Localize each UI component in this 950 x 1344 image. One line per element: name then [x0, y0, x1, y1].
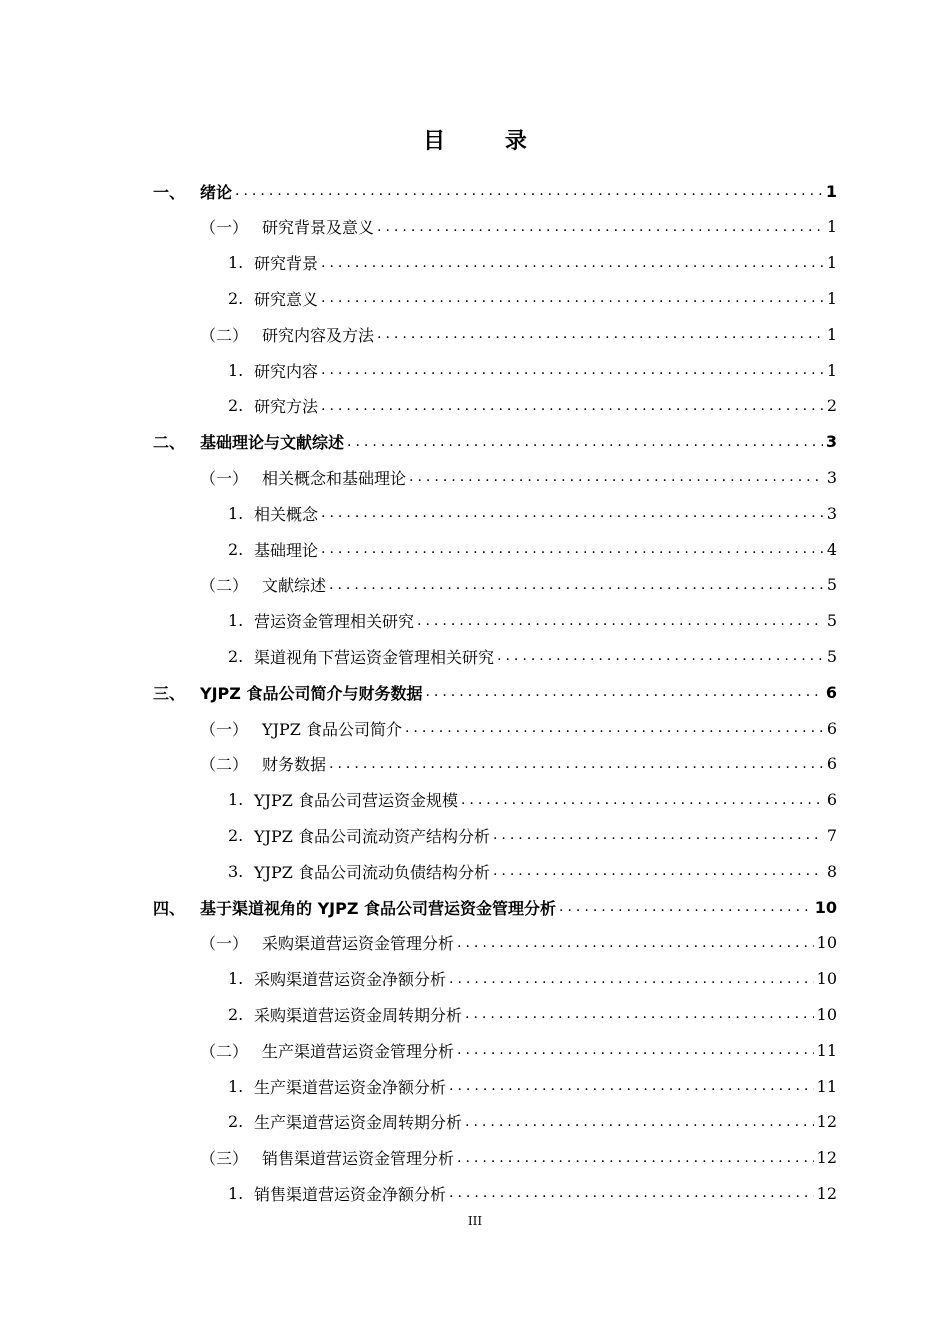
- toc-entry-level-3[interactable]: [228, 245, 837, 281]
- toc-dot-leader: [457, 1149, 814, 1167]
- toc-entry-page-number: 8: [826, 861, 837, 881]
- toc-entry-label: 文献综述: [262, 576, 327, 596]
- toc-entry-number: 三、: [153, 683, 186, 703]
- toc-entry-page-number: 6: [826, 718, 837, 738]
- toc-dot-leader: [559, 898, 812, 916]
- toc-entry-page-number: 1: [825, 181, 837, 201]
- toc-entry-number: （二）: [200, 1041, 249, 1061]
- toc-entry-number: 2.: [228, 646, 244, 666]
- toc-entry-label: 绪论: [200, 182, 233, 202]
- toc-entry-level-3[interactable]: [228, 388, 837, 424]
- toc-dot-leader: [377, 218, 824, 236]
- toc-dot-leader: [457, 1041, 814, 1059]
- toc-entry-number: 2.: [228, 1112, 244, 1132]
- toc-entry-page-number: 6: [825, 682, 837, 702]
- toc-entry-level-2[interactable]: [200, 746, 837, 782]
- toc-entry-number: 1.: [228, 1076, 244, 1096]
- toc-entry-level-2[interactable]: [200, 209, 837, 245]
- page-footer-number: III: [467, 1214, 483, 1228]
- toc-entry-page-number: 5: [826, 646, 837, 666]
- toc-entry-page-number: 5: [826, 575, 837, 595]
- toc-entry-label: 基于渠道视角的 YJPZ 食品公司营运资金管理分析: [200, 898, 557, 918]
- toc-entry-page-number: 3: [826, 503, 837, 523]
- toc-entry-label: 相关概念和基础理论: [262, 468, 407, 488]
- toc-dot-leader: [405, 719, 824, 737]
- toc-dot-leader: [409, 468, 824, 486]
- toc-dot-leader: [235, 182, 823, 200]
- toc-entry-page-number: 12: [816, 1183, 837, 1203]
- toc-dot-leader: [377, 325, 824, 343]
- toc-entry-number: 四、: [153, 898, 186, 918]
- toc-entry-label: 销售渠道营运资金净额分析: [254, 1184, 447, 1204]
- toc-entry-label: 研究意义: [254, 289, 319, 309]
- toc-dot-leader: [329, 576, 824, 594]
- toc-entry-label: YJPZ 食品公司流动资产结构分析: [254, 826, 490, 846]
- toc-entry-number: 1.: [228, 360, 244, 380]
- toc-dot-leader: [493, 826, 824, 844]
- toc-entry-label: 渠道视角下营运资金管理相关研究: [254, 647, 495, 667]
- toc-entry-number: 3.: [228, 861, 244, 881]
- toc-entry-level-2[interactable]: [200, 459, 837, 495]
- toc-entry-page-number: 10: [816, 1004, 837, 1024]
- toc-entry-number: （三）: [200, 1149, 249, 1169]
- toc-entry-level-3[interactable]: [228, 280, 837, 316]
- toc-entry-label: 研究方法: [254, 397, 319, 417]
- toc-entry-label: 采购渠道营运资金管理分析: [262, 934, 455, 954]
- toc-dot-leader: [425, 683, 822, 701]
- toc-entry-label: 研究内容: [254, 361, 319, 381]
- toc-dot-leader: [321, 540, 824, 558]
- toc-dot-leader: [321, 289, 824, 307]
- toc-entry-label: 基础理论与文献综述: [200, 433, 345, 453]
- toc-title: 目 录: [423, 129, 553, 154]
- toc-entry-number: （二）: [200, 325, 249, 345]
- toc-entry-number: 一、: [153, 182, 186, 202]
- toc-dot-leader: [449, 970, 814, 988]
- toc-entry-page-number: 11: [816, 1076, 837, 1096]
- toc-entry-label: 研究内容及方法: [262, 325, 375, 345]
- toc-entry-number: （二）: [200, 755, 249, 775]
- toc-entry-number: 1.: [228, 611, 244, 631]
- toc-dot-leader: [461, 791, 824, 809]
- toc-entry-page-number: 3: [825, 432, 837, 452]
- toc-entry-page-number: 1: [826, 324, 837, 344]
- toc-entry-page-number: 1: [826, 253, 837, 273]
- toc-entry-page-number: 2: [826, 396, 837, 416]
- toc-entry-page-number: 12: [816, 1148, 837, 1168]
- toc-entry-label: 采购渠道营运资金净额分析: [254, 970, 447, 990]
- toc-entry-level-1[interactable]: [153, 173, 837, 209]
- toc-entry-page-number: 6: [826, 790, 837, 810]
- toc-entry-level-3[interactable]: [228, 352, 837, 388]
- toc-entry-label: 财务数据: [262, 755, 327, 775]
- toc-entry-number: 1.: [228, 1183, 244, 1203]
- toc-entry-level-3[interactable]: [228, 531, 837, 567]
- toc-entry-label: 生产渠道营运资金净额分析: [254, 1077, 447, 1097]
- toc-entry-number: （一）: [200, 934, 249, 954]
- toc-entry-number: 2.: [228, 825, 244, 845]
- toc-entry-label: YJPZ 食品公司流动负债结构分析: [254, 862, 490, 882]
- toc-entry-level-1[interactable]: [153, 674, 837, 710]
- toc-entry-level-3[interactable]: [228, 782, 837, 818]
- toc-entry-level-3[interactable]: [228, 817, 837, 853]
- toc-entry-level-3[interactable]: [228, 638, 837, 674]
- toc-dot-leader: [347, 433, 823, 451]
- toc-entry-number: 1.: [228, 790, 244, 810]
- toc-entry-label: 营运资金管理相关研究: [254, 612, 415, 632]
- toc-entry-label: YJPZ 食品公司简介与财务数据: [200, 683, 423, 703]
- toc-entry-label: 研究背景: [254, 254, 319, 274]
- toc-entry-page-number: 5: [826, 611, 837, 631]
- toc-dot-leader: [321, 397, 824, 415]
- toc-entry-level-2[interactable]: [200, 710, 837, 746]
- toc-entry-label: 生产渠道营运资金管理分析: [262, 1041, 455, 1061]
- toc-entry-page-number: 6: [826, 754, 837, 774]
- toc-entry-page-number: 4: [826, 539, 837, 559]
- toc-entry-number: （一）: [200, 218, 249, 238]
- toc-entry-page-number: 10: [816, 933, 837, 953]
- toc-entry-level-2[interactable]: [200, 316, 837, 352]
- toc-dot-leader: [417, 612, 824, 630]
- toc-entry-label: 生产渠道营运资金周转期分析: [254, 1113, 463, 1133]
- toc-entry-page-number: 3: [826, 467, 837, 487]
- toc-entry-page-number: 12: [816, 1112, 837, 1132]
- toc-entry-number: 2.: [228, 396, 244, 416]
- toc-dot-leader: [465, 1113, 814, 1131]
- toc-entry-level-3[interactable]: [228, 961, 837, 997]
- toc-dot-leader: [457, 934, 814, 952]
- toc-dot-leader: [321, 361, 824, 379]
- toc-entry-level-3[interactable]: [228, 853, 837, 889]
- toc-entry-number: （二）: [200, 576, 249, 596]
- toc-entry-number: 1.: [228, 253, 244, 273]
- toc-dot-leader: [449, 1184, 814, 1202]
- toc-dot-leader: [493, 862, 824, 880]
- toc-entry-level-3[interactable]: [228, 495, 837, 531]
- toc-dot-leader: [449, 1077, 814, 1095]
- toc-entry-page-number: 7: [826, 825, 837, 845]
- toc-entry-label: 采购渠道营运资金周转期分析: [254, 1005, 463, 1025]
- toc-entry-page-number: 11: [816, 1040, 837, 1060]
- toc-entry-level-1[interactable]: [153, 424, 837, 460]
- toc-dot-leader: [465, 1005, 814, 1023]
- toc-entry-level-3[interactable]: [228, 1068, 837, 1104]
- toc-entry-level-3[interactable]: [228, 996, 837, 1032]
- toc-entry-label: YJPZ 食品公司简介: [262, 719, 402, 739]
- toc-entry-level-2[interactable]: [200, 1140, 837, 1176]
- toc-entry-level-3[interactable]: [228, 603, 837, 639]
- toc-entry-page-number: 1: [826, 217, 837, 237]
- toc-entry-level-2[interactable]: [200, 925, 837, 961]
- toc-entry-number: （一）: [200, 468, 249, 488]
- toc-dot-leader: [321, 504, 824, 522]
- toc-dot-leader: [497, 647, 824, 665]
- toc-entry-level-3[interactable]: [228, 1104, 837, 1140]
- toc-entry-number: （一）: [200, 719, 249, 739]
- toc-entry-level-1[interactable]: [153, 889, 837, 925]
- toc-entry-page-number: 1: [826, 360, 837, 380]
- toc-entry-label: 研究背景及意义: [262, 218, 375, 238]
- toc-entry-number: 2.: [228, 539, 244, 559]
- toc-entry-page-number: 1: [826, 288, 837, 308]
- toc-entry-number: 2.: [228, 288, 244, 308]
- toc-entry-number: 二、: [153, 433, 186, 453]
- toc-entry-label: YJPZ 食品公司营运资金规模: [254, 791, 458, 811]
- toc-entry-number: 1.: [228, 503, 244, 523]
- toc-entry-number: 2.: [228, 1004, 244, 1024]
- toc-entry-label: 销售渠道营运资金管理分析: [262, 1149, 455, 1169]
- toc-entry-level-2[interactable]: [200, 1032, 837, 1068]
- toc-entry-label: 基础理论: [254, 540, 319, 560]
- toc-dot-leader: [321, 254, 824, 272]
- toc-entry-label: 相关概念: [254, 504, 319, 524]
- toc-entry-page-number: 10: [816, 969, 837, 989]
- toc-entry-page-number: 10: [814, 897, 837, 917]
- toc-entry-number: 1.: [228, 969, 244, 989]
- toc-dot-leader: [329, 755, 824, 773]
- toc-entry-level-3[interactable]: [228, 1175, 837, 1211]
- toc-entry-level-2[interactable]: [200, 567, 837, 603]
